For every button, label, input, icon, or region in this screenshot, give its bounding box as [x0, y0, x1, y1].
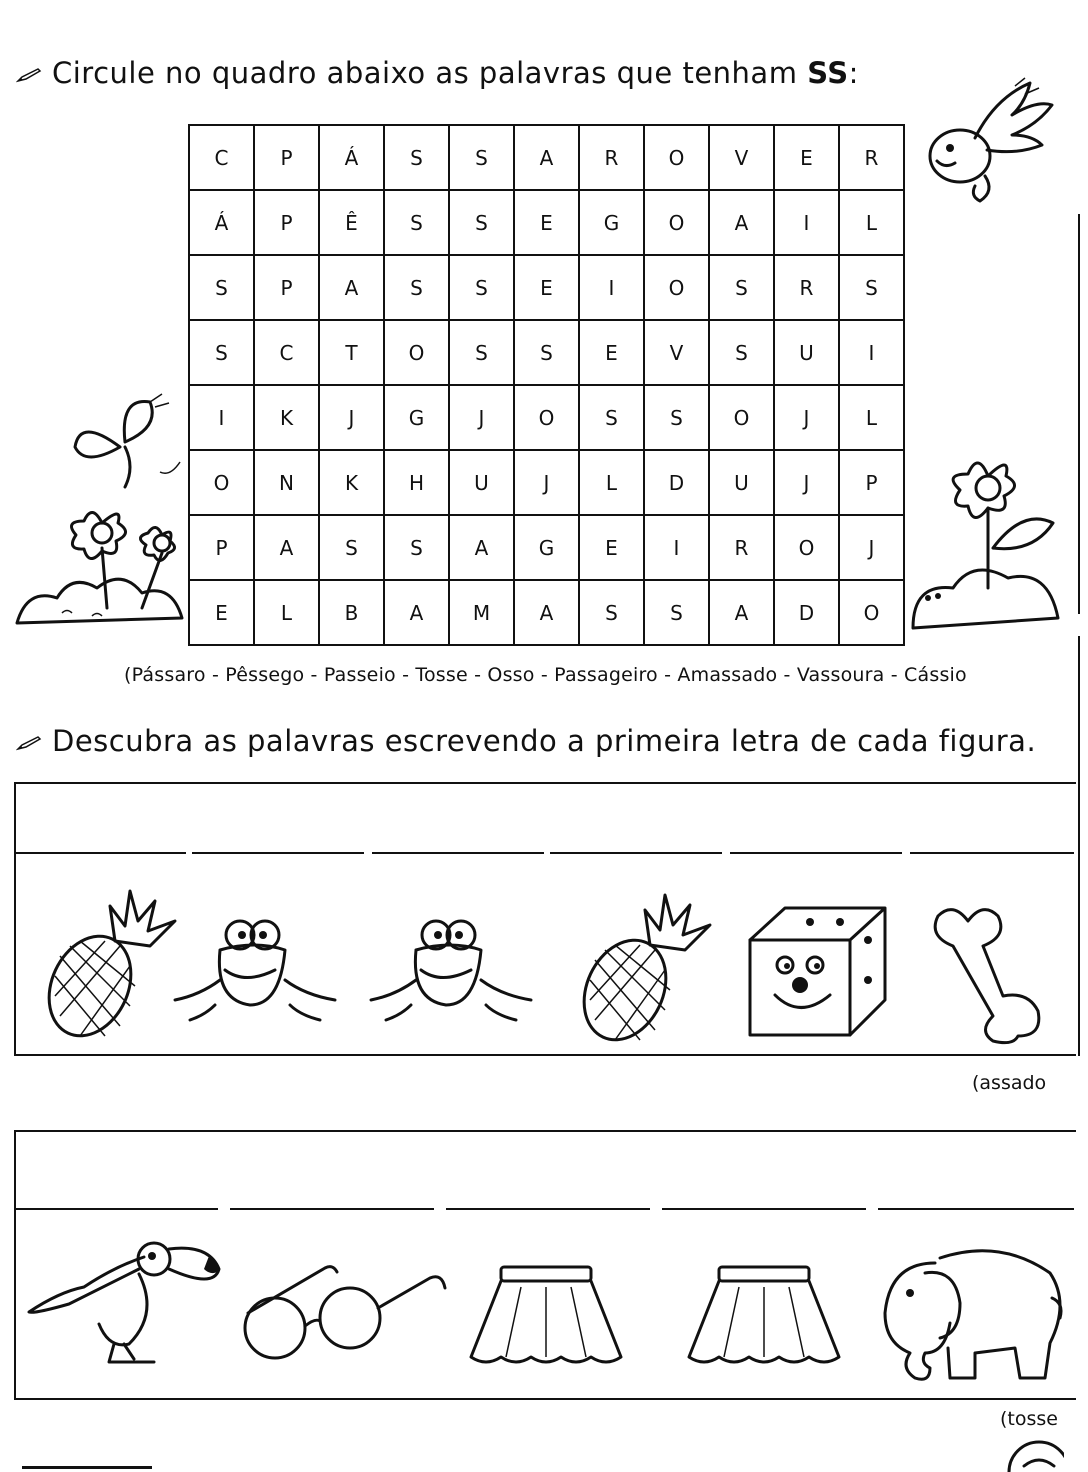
grid-cell[interactable]: O — [384, 320, 449, 385]
grid-cell[interactable]: S — [319, 515, 384, 580]
answer-blank[interactable] — [14, 852, 186, 854]
grid-cell[interactable]: R — [774, 255, 839, 320]
grid-cell[interactable]: E — [579, 320, 644, 385]
grid-cell[interactable]: P — [189, 515, 254, 580]
grid-cell[interactable]: K — [254, 385, 319, 450]
grid-cell[interactable]: L — [839, 385, 904, 450]
grid-cell[interactable]: V — [709, 125, 774, 190]
grid-cell[interactable]: C — [189, 125, 254, 190]
elephant-icon — [880, 1238, 1070, 1388]
grid-cell[interactable]: E — [774, 125, 839, 190]
pencil-icon — [16, 735, 42, 751]
grid-cell[interactable]: E — [514, 190, 579, 255]
grid-row — [189, 190, 904, 255]
grid-cell[interactable]: P — [254, 255, 319, 320]
grid-row — [189, 450, 904, 515]
grid-cell[interactable]: J — [774, 450, 839, 515]
grid-cell[interactable]: S — [189, 255, 254, 320]
grid-cell[interactable]: E — [189, 580, 254, 645]
grid-cell[interactable]: A — [514, 580, 579, 645]
grid-cell[interactable]: O — [839, 580, 904, 645]
grid-cell[interactable]: S — [839, 255, 904, 320]
grid-cell[interactable]: Á — [189, 190, 254, 255]
grid-cell[interactable]: E — [579, 515, 644, 580]
grid-row — [189, 515, 904, 580]
grid-cell[interactable]: O — [189, 450, 254, 515]
page-edge-mark — [1078, 214, 1088, 614]
grid-cell[interactable]: U — [449, 450, 514, 515]
grid-cell[interactable]: J — [449, 385, 514, 450]
grid-cell[interactable]: C — [254, 320, 319, 385]
page-edge-mark — [1078, 636, 1088, 1056]
grid-cell[interactable]: A — [254, 515, 319, 580]
grid-cell[interactable]: J — [839, 515, 904, 580]
grid-cell[interactable]: S — [644, 580, 709, 645]
grid-cell[interactable]: S — [709, 320, 774, 385]
answer-hint-1: (assado — [972, 1072, 1047, 1094]
grid-cell[interactable]: J — [774, 385, 839, 450]
grid-cell[interactable]: N — [254, 450, 319, 515]
instruction-discover-words — [16, 724, 1036, 758]
grid-cell[interactable]: G — [384, 385, 449, 450]
grid-cell[interactable]: D — [644, 450, 709, 515]
instruction-emphasis: SS — [807, 56, 849, 90]
grid-cell[interactable]: P — [839, 450, 904, 515]
grid-cell[interactable]: B — [319, 580, 384, 645]
grid-cell[interactable]: D — [774, 580, 839, 645]
grid-cell[interactable]: I — [579, 255, 644, 320]
grid-cell[interactable]: S — [384, 125, 449, 190]
grid-cell[interactable]: S — [514, 320, 579, 385]
grid-cell[interactable]: S — [384, 515, 449, 580]
bottom-rule — [22, 1466, 152, 1469]
grid-cell[interactable]: H — [384, 450, 449, 515]
grid-cell[interactable]: A — [384, 580, 449, 645]
grid-row — [189, 580, 904, 645]
answer-blank[interactable] — [14, 1208, 218, 1210]
grid-cell[interactable]: A — [709, 190, 774, 255]
grid-cell[interactable]: O — [644, 190, 709, 255]
grid-cell[interactable]: S — [579, 385, 644, 450]
skirt-icon — [684, 1262, 844, 1372]
answer-blank[interactable] — [730, 852, 902, 854]
instruction-text: Descubra as palavras escrevendo a primeira letra de cada figura. — [52, 724, 1037, 758]
grid-cell[interactable]: S — [449, 125, 514, 190]
grid-cell[interactable]: U — [774, 320, 839, 385]
grid-cell[interactable]: A — [514, 125, 579, 190]
word-search-grid — [188, 124, 905, 646]
grid-cell[interactable]: G — [514, 515, 579, 580]
grid-row — [189, 320, 904, 385]
grid-cell[interactable]: I — [644, 515, 709, 580]
bird-icon — [915, 66, 1065, 216]
answer-blank[interactable] — [192, 852, 364, 854]
pineapple-icon — [570, 890, 720, 1050]
dice-icon — [740, 900, 890, 1040]
flowers-left-icon — [12, 498, 190, 638]
answer-blank[interactable] — [446, 1208, 650, 1210]
grid-cell[interactable]: J — [514, 450, 579, 515]
answer-hint-2: (tosse — [1000, 1408, 1058, 1430]
instruction-text: Circule no quadro abaixo as palavras que tenham — [52, 56, 808, 90]
grid-cell[interactable]: O — [514, 385, 579, 450]
answer-blank[interactable] — [662, 1208, 866, 1210]
grid-cell[interactable]: S — [449, 320, 514, 385]
grid-cell[interactable]: A — [449, 515, 514, 580]
grid-row — [189, 385, 904, 450]
answer-blank[interactable] — [372, 852, 544, 854]
grid-cell[interactable]: I — [189, 385, 254, 450]
pineapple-icon — [40, 886, 180, 1046]
grid-cell[interactable]: S — [644, 385, 709, 450]
grid-cell[interactable]: S — [449, 255, 514, 320]
flowers-right-icon — [908, 448, 1068, 638]
grid-cell[interactable]: A — [709, 580, 774, 645]
grid-cell[interactable]: O — [774, 515, 839, 580]
grid-cell[interactable]: S — [189, 320, 254, 385]
grid-cell[interactable]: L — [579, 450, 644, 515]
bone-icon — [928, 896, 1058, 1046]
grid-cell[interactable]: R — [839, 125, 904, 190]
frog-icon — [170, 910, 340, 1030]
answer-blank[interactable] — [878, 1208, 1074, 1210]
grid-cell[interactable]: J — [319, 385, 384, 450]
instruction-circle-words — [16, 56, 859, 90]
grid-cell[interactable]: I — [774, 190, 839, 255]
toucan-icon — [24, 1234, 224, 1374]
grid-cell[interactable]: M — [449, 580, 514, 645]
grid-cell[interactable]: O — [644, 125, 709, 190]
grid-cell[interactable]: R — [579, 125, 644, 190]
instruction-punctuation: : — [848, 56, 859, 90]
grid-cell[interactable]: L — [254, 580, 319, 645]
answers-key: (Pássaro - Pêssego - Passeio - Tosse - Osso - Passageiro - Amassado - Vassoura - Cássio — [124, 664, 967, 686]
grid-cell[interactable]: O — [709, 385, 774, 450]
grid-cell[interactable]: T — [319, 320, 384, 385]
answer-blank[interactable] — [550, 852, 722, 854]
grid-cell[interactable]: G — [579, 190, 644, 255]
answer-blank[interactable] — [230, 1208, 434, 1210]
pencil-icon — [16, 67, 42, 83]
grid-cell[interactable]: P — [254, 190, 319, 255]
grid-cell[interactable]: Ê — [319, 190, 384, 255]
grid-cell[interactable]: E — [514, 255, 579, 320]
page-corner-icon — [1004, 1434, 1064, 1472]
glasses-icon — [240, 1258, 450, 1368]
grid-row — [189, 255, 904, 320]
grid-cell[interactable]: A — [319, 255, 384, 320]
answer-blank[interactable] — [910, 852, 1074, 854]
grid-cell[interactable]: V — [644, 320, 709, 385]
grid-row — [189, 125, 904, 190]
grid-cell[interactable]: O — [644, 255, 709, 320]
grid-cell[interactable]: K — [319, 450, 384, 515]
skirt-icon — [466, 1262, 626, 1372]
grid-cell[interactable]: S — [384, 255, 449, 320]
butterfly-icon — [70, 392, 190, 502]
frog-icon — [366, 910, 536, 1030]
grid-cell[interactable]: P — [254, 125, 319, 190]
grid-cell[interactable]: S — [579, 580, 644, 645]
grid-cell[interactable]: U — [709, 450, 774, 515]
grid-cell[interactable]: R — [709, 515, 774, 580]
grid-cell[interactable]: Á — [319, 125, 384, 190]
grid-cell[interactable]: I — [839, 320, 904, 385]
grid-cell[interactable]: S — [709, 255, 774, 320]
grid-cell[interactable]: L — [839, 190, 904, 255]
grid-cell[interactable]: S — [449, 190, 514, 255]
grid-cell[interactable]: S — [384, 190, 449, 255]
